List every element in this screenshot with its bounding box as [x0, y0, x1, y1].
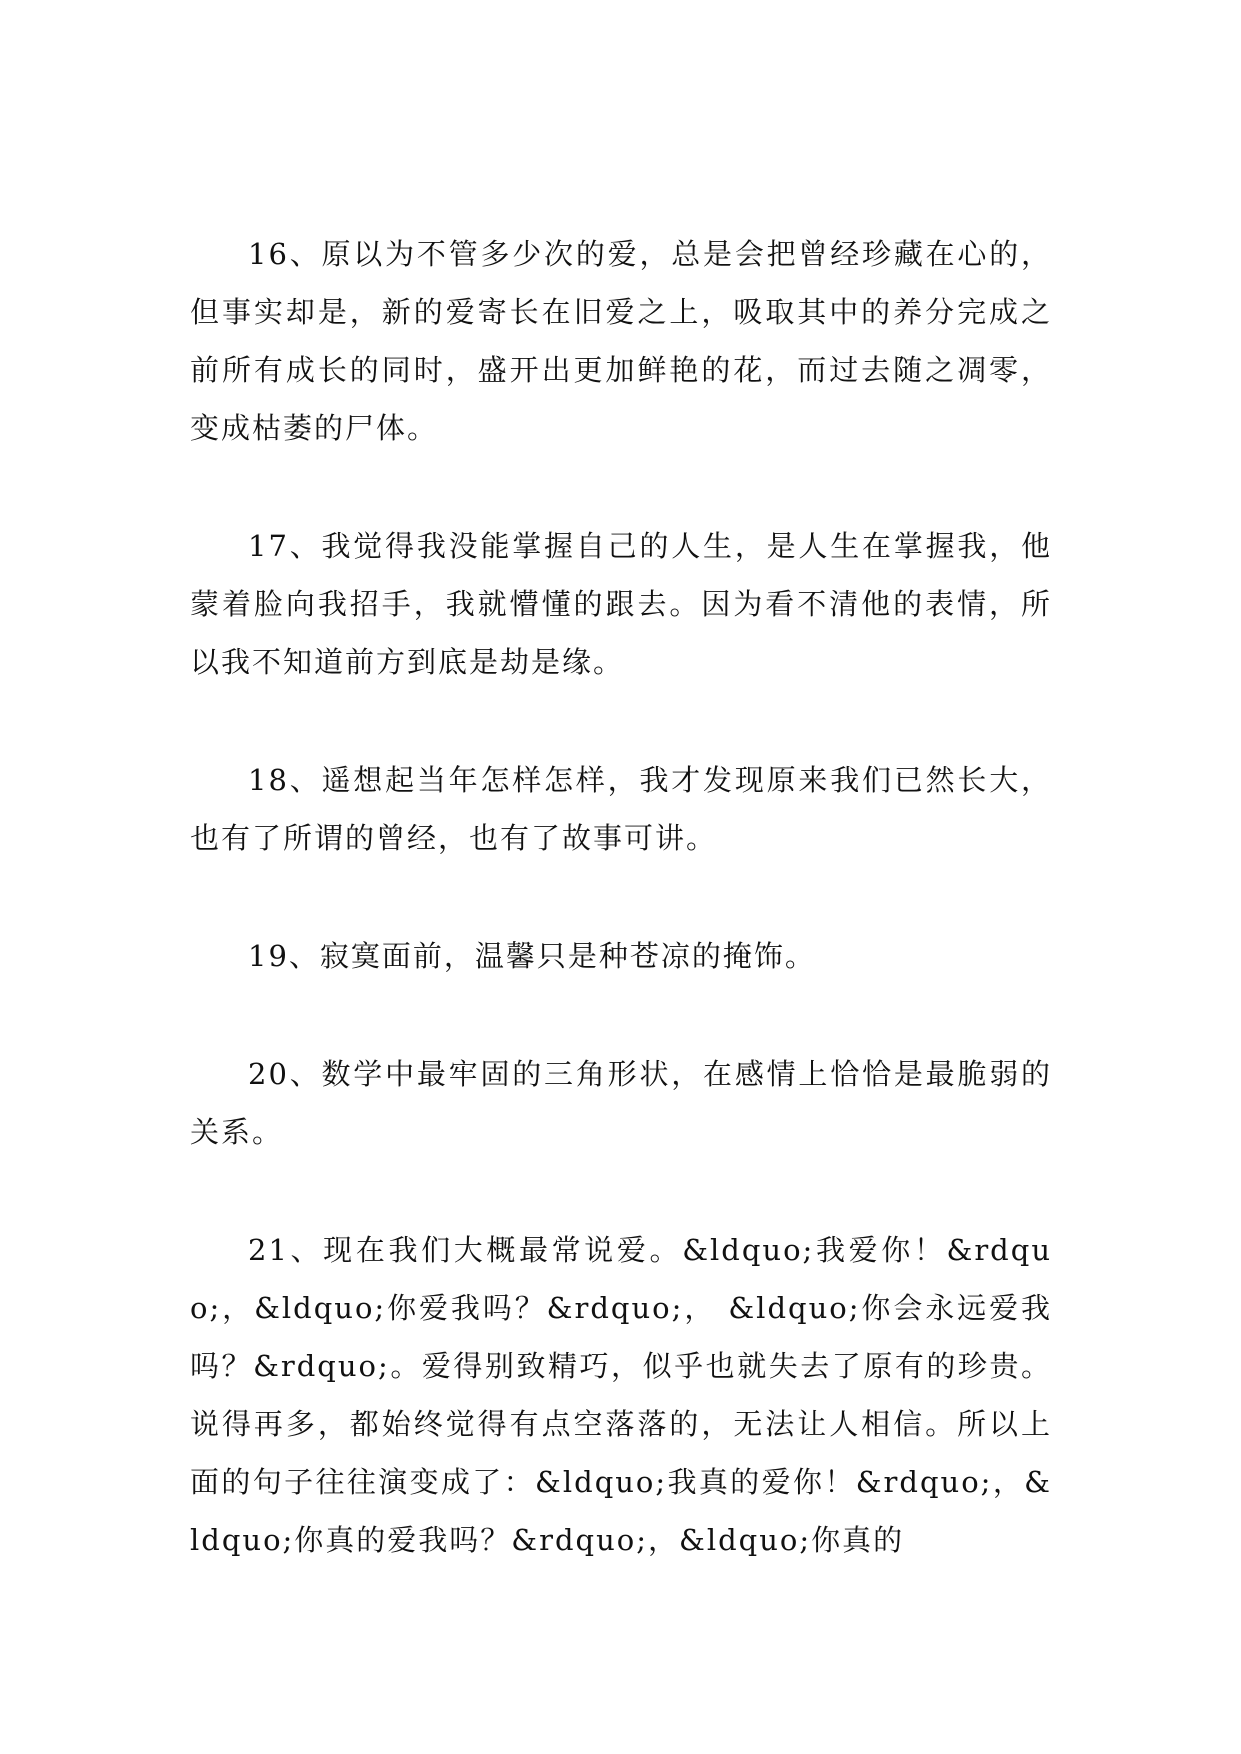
document-page	[190, 225, 1052, 1569]
paragraph-20: 20、数学中最牢固的三角形状，在感情上恰恰是最脆弱的关系。	[190, 1057, 1052, 1149]
paragraph-19: 19、寂寞面前，温馨只是种苍凉的掩饰。	[248, 939, 816, 973]
paragraph-21: 21、现在我们大概最常说爱。&ldquo;我爱你！&rdquo;，&ldquo;你爱我吗？&rdquo;， &ldquo;你会永远爱我吗？&rdquo;。爱得别致精巧，似乎也就失去了原有的珍贵。说得再多，都始终觉得有点空落落的，无法让人相信。所以上面的句子往往演变成了：&ldquo;我真的爱你！&rdquo;，&ldquo;你真的爱我吗？&rdquo;，&ldquo;你真的	[190, 1233, 1052, 1557]
paragraph-18: 18、遥想起当年怎样怎样，我才发现原来我们已然长大，也有了所谓的曾经，也有了故事可讲。	[190, 763, 1052, 855]
paragraph-17: 17、我觉得我没能掌握自己的人生，是人生在掌握我，他蒙着脸向我招手，我就懵懂的跟去。因为看不清他的表情，所以我不知道前方到底是劫是缘。	[190, 529, 1052, 679]
paragraph-16: 16、原以为不管多少次的爱，总是会把曾经珍藏在心的，但事实却是，新的爱寄长在旧爱之上，吸取其中的养分完成之前所有成长的同时，盛开出更加鲜艳的花，而过去随之凋零，变成枯萎的尸体。	[190, 237, 1052, 445]
